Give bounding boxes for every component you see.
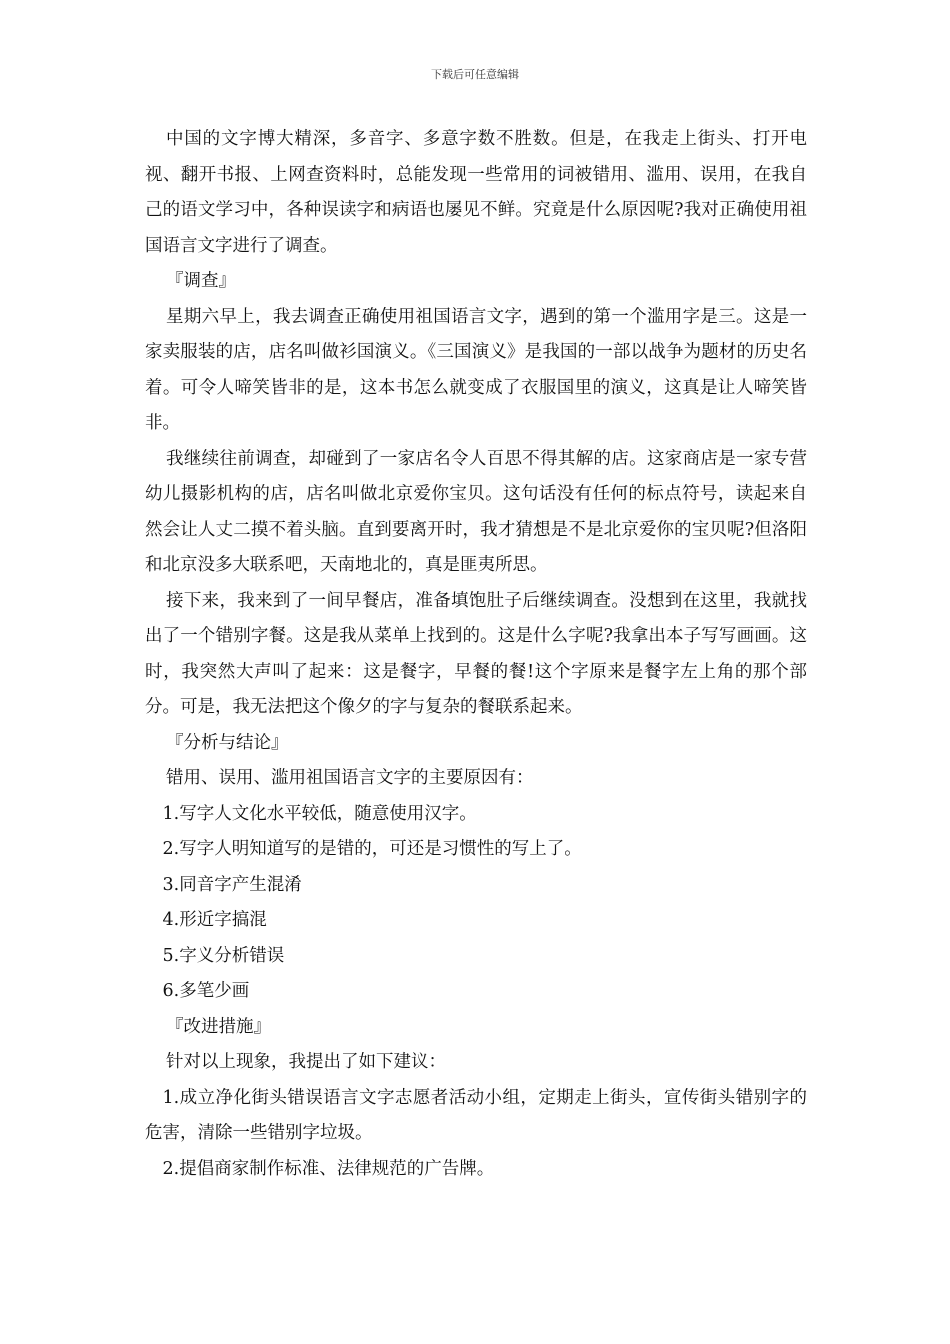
paragraph-intro: 中国的文字博大精深，多音字、多意字数不胜数。但是，在我走上街头、打开电视、翻开书报、上网查资料时，总能发现一些常用的词被错用、滥用、误用，在我自己的语文学习中，各种误读字和病语也屡见不鲜。究竟是什么原因呢?我对正确使用祖国语言文字进行了调查。	[145, 129, 807, 256]
list-item-reason-5: 5.字义分析错误	[162, 945, 285, 966]
list-item-reason-3: 3.同音字产生混淆	[162, 874, 302, 895]
paragraph-analysis-intro: 错用、误用、滥用祖国语言文字的主要原因有：	[166, 768, 534, 788]
list-item-measure-2: 2.提倡商家制作标准、法律规范的广告牌。	[162, 1158, 495, 1179]
list-item-reason-6: 6.多笔少画	[162, 981, 250, 1001]
list-item-reason-1: 1.写字人文化水平较低，随意使用汉字。	[162, 803, 477, 824]
section-heading-analysis: 『分析与结论』	[166, 732, 289, 753]
paragraph-measures-intro: 针对以上现象，我提出了如下建议：	[166, 1052, 446, 1072]
document-body	[145, 122, 807, 1187]
paragraph-survey-3: 接下来，我来到了一间早餐店，准备填饱肚子后继续调查。没想到在这里，我就找出了一个错别字餐。这是我从菜单上找到的。这是什么字呢?我拿出本子写写画画。这时，我突然大声叫了起来：这是餐字，早餐的餐!这个字原来是餐字左上角的那个部分。可是，我无法把这个像夕的字与复杂的餐联系起来。	[145, 590, 807, 717]
list-item-measure-1: 1.成立净化街头错误语言文字志愿者活动小组，定期走上街头，宣传街头错别字的危害，清除一些错别字垃圾。	[145, 1087, 807, 1143]
section-heading-survey: 『调查』	[166, 271, 236, 291]
section-heading-measures: 『改进措施』	[166, 1016, 271, 1037]
page-header: 下载后可任意编辑	[431, 68, 519, 81]
list-item-reason-4: 4.形近字搞混	[162, 910, 267, 930]
paragraph-survey-2: 我继续往前调查，却碰到了一家店名令人百思不得其解的店。这家商店是一家专营幼儿摄影机构的店，店名叫做北京爱你宝贝。这句话没有任何的标点符号，读起来自然会让人丈二摸不着头脑。直到要离开时，我才猜想是不是北京爱你的宝贝呢?但洛阳和北京没多大联系吧，天南地北的，真是匪夷所思。	[145, 448, 807, 575]
paragraph-survey-1: 星期六早上，我去调查正确使用祖国语言文字，遇到的第一个滥用字是三。这是一家卖服装的店，店名叫做衫国演义。《三国演义》是我国的一部以战争为题材的历史名着。可令人啼笑皆非的是，这本书怎么就变成了衣服国里的演义，这真是让人啼笑皆非。	[145, 306, 807, 433]
list-item-reason-2: 2.写字人明知道写的是错的，可还是习惯性的写上了。	[162, 839, 582, 859]
